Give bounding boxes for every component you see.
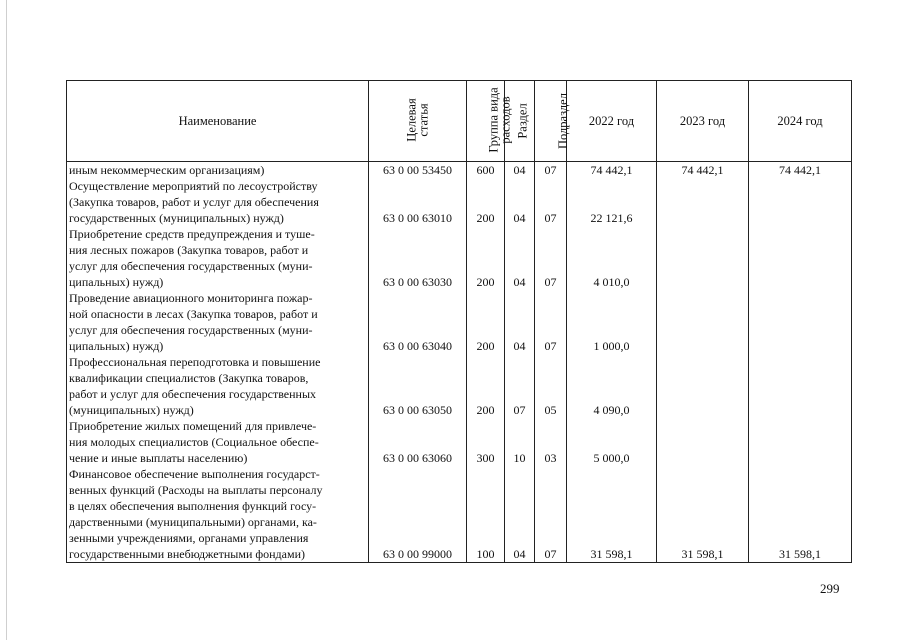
row-name <box>67 290 369 354</box>
row-name-line: Профессиональная переподготовка и повышение <box>69 355 321 369</box>
row-amount-2022: 5 000,0 <box>567 418 657 466</box>
row-amount-2023 <box>657 178 749 226</box>
row-name <box>67 418 369 466</box>
row-name-line: Финансовое обеспечение выполнения государст- <box>69 467 320 481</box>
row-subsection: 07 <box>535 178 567 226</box>
table-row <box>67 418 852 466</box>
header-expense-group <box>467 81 513 162</box>
row-subsection: 07 <box>535 226 567 290</box>
row-name-line: ной опасности в лесах (Закупка товаров, работ и <box>69 307 318 321</box>
table-row <box>67 178 852 226</box>
header-target-article-line1: Целевая <box>404 98 419 142</box>
row-expense-group: 200 <box>467 226 505 290</box>
row-expense-group: 200 <box>467 290 505 354</box>
page-number: 299 <box>820 581 840 596</box>
header-target-article <box>369 81 467 162</box>
row-subsection: 05 <box>535 354 567 418</box>
row-name-line: (муниципальных) нужд) <box>69 403 194 417</box>
row-amount-2023 <box>657 290 749 354</box>
row-name-line: Приобретение жилых помещений для привлече- <box>69 419 317 433</box>
row-name-line: услуг для обеспечения государственных (муни- <box>69 323 313 337</box>
row-code: 63 0 00 63050 <box>369 354 467 418</box>
row-name <box>67 354 369 418</box>
row-amount-2023 <box>657 418 749 466</box>
row-expense-group: 200 <box>467 354 505 418</box>
row-name-line: (Закупка товаров, работ и услуг для обеспечения <box>69 195 319 209</box>
row-amount-2023: 74 442,1 <box>657 162 749 179</box>
row-name <box>67 162 369 179</box>
row-amount-2024 <box>749 226 852 290</box>
row-name <box>67 466 369 563</box>
row-subsection: 03 <box>535 418 567 466</box>
header-expense-group-line2: расходов <box>498 96 513 144</box>
row-amount-2023 <box>657 226 749 290</box>
row-name-line: венных функций (Расходы на выплаты персоналу <box>69 483 323 497</box>
page-binding-edge <box>6 0 7 640</box>
table-row <box>67 354 852 418</box>
row-amount-2022: 22 121,6 <box>567 178 657 226</box>
row-name-line: Осуществление мероприятий по лесоустройству <box>69 179 318 193</box>
row-subsection: 07 <box>535 290 567 354</box>
row-code: 63 0 00 63030 <box>369 226 467 290</box>
header-2022: 2022 год <box>567 81 657 162</box>
row-code: 63 0 00 99000 <box>369 466 467 563</box>
row-amount-2024: 31 598,1 <box>749 466 852 563</box>
row-name-line: Проведение авиационного мониторинга пожар- <box>69 291 313 305</box>
table-row <box>67 290 852 354</box>
row-section: 04 <box>505 178 535 226</box>
header-name: Наименование <box>67 81 369 162</box>
row-name-line: работ и услуг для обеспечения государственных <box>69 387 317 401</box>
row-name-line: ния лесных пожаров (Закупка товаров, работ и <box>69 243 309 257</box>
header-section-label: Раздел <box>515 102 530 139</box>
row-amount-2022: 4 090,0 <box>567 354 657 418</box>
table-row <box>67 466 852 563</box>
row-section: 04 <box>505 226 535 290</box>
table-header-row <box>67 81 852 162</box>
row-amount-2023 <box>657 354 749 418</box>
row-amount-2022: 31 598,1 <box>567 466 657 563</box>
row-section: 04 <box>505 466 535 563</box>
row-section: 04 <box>505 290 535 354</box>
row-code: 63 0 00 63010 <box>369 178 467 226</box>
row-name-line: иным некоммерческим организациям) <box>69 163 265 177</box>
row-name-line: зенными учреждениями, органами управления <box>69 531 309 545</box>
row-name-line: государственными внебюджетными фондами) <box>69 547 306 561</box>
row-name-line: дарственными (муниципальными) органами, ка- <box>69 515 317 529</box>
header-2023: 2023 год <box>657 81 749 162</box>
row-code: 63 0 00 63060 <box>369 418 467 466</box>
row-code: 63 0 00 63040 <box>369 290 467 354</box>
row-expense-group: 200 <box>467 178 505 226</box>
row-amount-2022: 1 000,0 <box>567 290 657 354</box>
row-amount-2024 <box>749 354 852 418</box>
row-amount-2022: 74 442,1 <box>567 162 657 179</box>
row-name-line: квалификации специалистов (Закупка товаров, <box>69 371 309 385</box>
row-name-line: услуг для обеспечения государственных (муни- <box>69 259 313 273</box>
header-2024: 2024 год <box>749 81 852 162</box>
row-section: 10 <box>505 418 535 466</box>
row-section: 04 <box>505 162 535 179</box>
table-row <box>67 162 852 179</box>
row-name-line: государственных (муниципальных) нужд) <box>69 211 284 225</box>
row-amount-2024 <box>749 178 852 226</box>
row-subsection: 07 <box>535 466 567 563</box>
header-subsection-label: Подраздел <box>555 92 570 149</box>
row-amount-2024: 74 442,1 <box>749 162 852 179</box>
row-subsection: 07 <box>535 162 567 179</box>
header-subsection <box>535 81 570 162</box>
row-expense-group: 100 <box>467 466 505 563</box>
row-section: 07 <box>505 354 535 418</box>
row-name <box>67 178 369 226</box>
header-target-article-line2: статья <box>416 103 431 137</box>
row-expense-group: 600 <box>467 162 505 179</box>
table-body <box>67 162 852 563</box>
row-name-line: в целях обеспечения выполнения функций госу- <box>69 499 317 513</box>
table-row <box>67 226 852 290</box>
row-code: 63 0 00 53450 <box>369 162 467 179</box>
row-amount-2023: 31 598,1 <box>657 466 749 563</box>
row-name-line: ципальных) нужд) <box>69 275 164 289</box>
row-amount-2024 <box>749 418 852 466</box>
row-name-line: ния молодых специалистов (Социальное обеспе- <box>69 435 319 449</box>
row-name-line: чение и иные выплаты населению) <box>69 451 248 465</box>
row-name <box>67 226 369 290</box>
budget-table <box>66 80 852 563</box>
row-amount-2022: 4 010,0 <box>567 226 657 290</box>
header-expense-group-line1: Группа вида <box>486 87 501 153</box>
row-name-line: Приобретение средств предупреждения и туше- <box>69 227 315 241</box>
row-amount-2024 <box>749 290 852 354</box>
row-name-line: ципальных) нужд) <box>69 339 164 353</box>
row-expense-group: 300 <box>467 418 505 466</box>
